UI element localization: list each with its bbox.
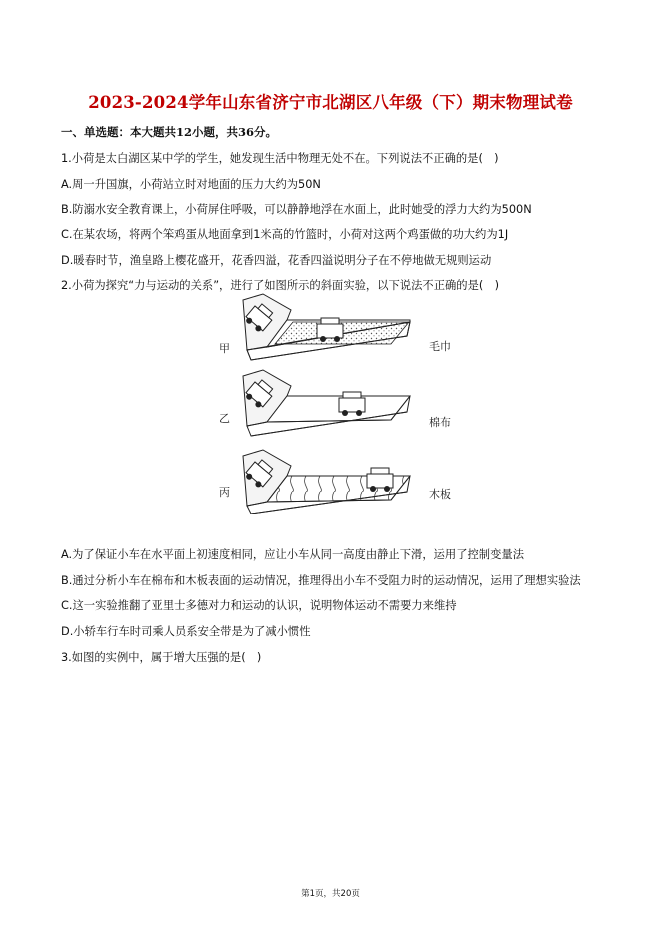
incline-experiment-figure [215,292,475,514]
section-heading: 一、单选题：本大题共12小题，共36分。 [61,125,278,139]
page-title: 2023-2024学年山东省济宁市北湖区八年级（下）期末物理试卷 [88,93,573,112]
surface-label-wood: 木板 [429,488,451,501]
row-label-bing: 丙 [219,486,230,499]
q1-option-a: A.周一升国旗，小荷站立时对地面的压力大约为50N [61,178,321,191]
q3-stem: 3.如图的实例中，属于增大压强的是( ) [61,651,262,664]
q2-option-d: D.小轿车行车时司乘人员系安全带是为了减小惯性 [61,625,311,638]
row-wood [243,450,410,514]
car-on-surface [317,318,343,342]
row-label-jia: 甲 [219,342,230,355]
surface-label-towel: 毛巾 [429,340,451,353]
q1-option-b: B.防溺水安全教育课上，小荷屏住呼吸，可以静静地浮在水面上，此时她受的浮力大约为500N [61,203,532,216]
q1-stem: 1.小荷是太白湖区某中学的学生，她发现生活中物理无处不在。下列说法不正确的是( ) [61,152,499,165]
row-cotton [243,370,410,436]
q2-option-b: B.通过分析小车在棉布和木板表面的运动情况，推理得出小车不受阻力时的运动情况，运用了理想实验法 [61,574,581,587]
q2-option-a: A.为了保证小车在水平面上初速度相同，应让小车从同一高度由静止下滑，运用了控制变量法 [61,548,524,561]
car-on-surface [339,392,365,416]
row-towel [243,294,410,360]
q2-option-c: C.这一实验推翻了亚里士多德对力和运动的认识，说明物体运动不需要力来维持 [61,599,457,612]
q2-stem: 2.小荷为探究“力与运动的关系”，进行了如图所示的斜面实验，以下说法不正确的是( ) [61,279,499,292]
page-footer: 第1页，共20页 [301,889,360,899]
q1-option-c: C.在某农场，将两个笨鸡蛋从地面拿到1米高的竹篮时，小荷对这两个鸡蛋做的功大约为1J [61,228,509,241]
row-label-yi: 乙 [219,412,230,425]
surface-label-cotton: 棉布 [429,416,451,429]
q1-option-d: D.暖春时节，渔皇路上樱花盛开，花香四溢，花香四溢说明分子在不停地做无规则运动 [61,254,492,267]
car-on-surface [367,468,393,492]
